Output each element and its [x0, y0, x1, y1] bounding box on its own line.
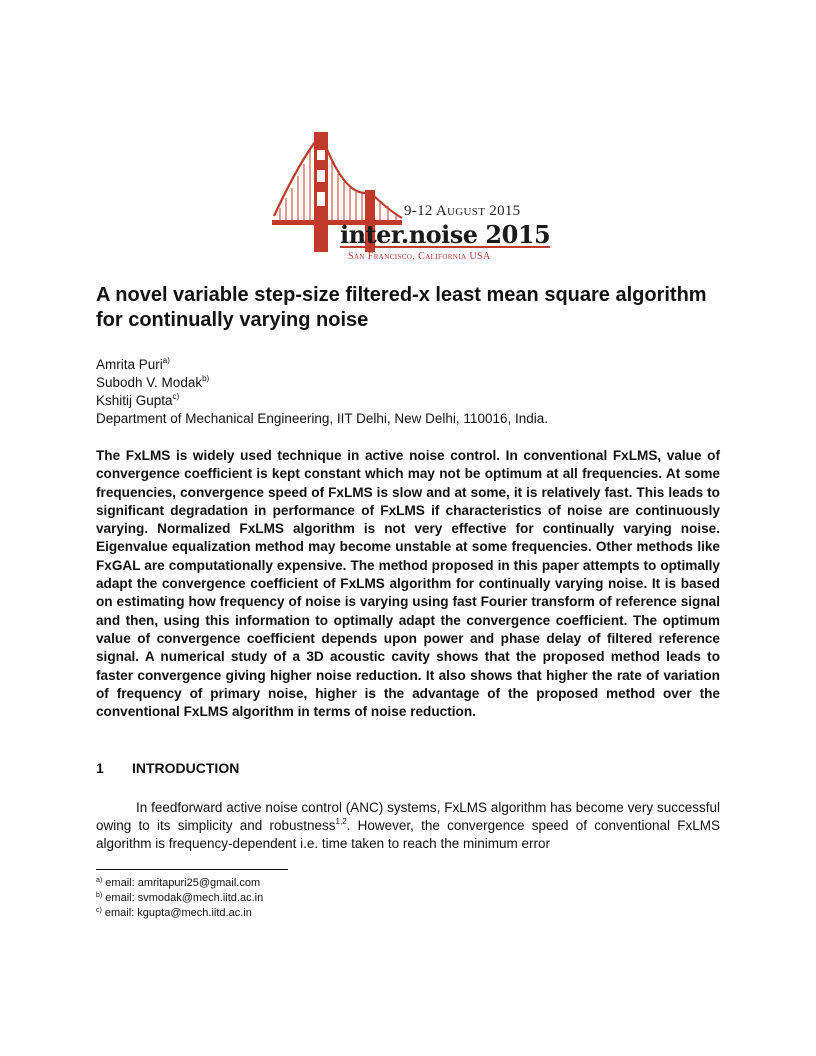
author-3 [96, 392, 548, 410]
author-1 [96, 356, 548, 374]
author-block [96, 356, 548, 428]
intro-text-start: In feedforward active noise control (ANC) systems, FxLMS algorithm has become very successful owing to its simplicity and robustness [96, 800, 720, 833]
section-title: INTRODUCTION [132, 760, 240, 776]
author-mark: b) [202, 374, 210, 383]
author-name: Subodh V. Modak [96, 375, 203, 390]
section-heading [96, 760, 239, 776]
footnote-mark: c) [96, 907, 102, 914]
footnote-b [96, 891, 263, 906]
footnote-text: email: amritapuri25@gmail.com [105, 877, 261, 889]
author-mark: a) [162, 356, 170, 365]
footnote-a [96, 876, 263, 891]
footnote-text: email: kgupta@mech.iitd.ac.in [104, 907, 252, 919]
author-name: Amrita Puri [96, 357, 163, 372]
intro-paragraph [96, 799, 720, 853]
footnote-text: email: svmodak@mech.iitd.ac.in [105, 892, 264, 904]
author-2 [96, 374, 548, 392]
author-mark: c) [172, 392, 180, 401]
intro-text-end: . However, the convergence speed of conventional FxLMS algorithm is frequency-dependent i.e. time taken to reach the minimum error [96, 818, 720, 851]
footnote-mark: b) [96, 892, 103, 899]
footnotes [96, 876, 263, 921]
section-number: 1 [96, 760, 104, 776]
citation: 1,2 [335, 817, 347, 826]
conference-dates: 9-12 August 2015 [404, 203, 521, 219]
conference-logo [270, 120, 560, 270]
footnote-divider [96, 869, 288, 870]
footnote-c [96, 906, 263, 921]
abstract: The FxLMS is widely used technique in active noise control. In conventional FxLMS, value of convergence coefficient is kept constant which may not be optimum at all frequencies. At some frequencies, convergence speed of FxLMS is slow and at some, it is relatively fast. This leads to significant degradation in performance of FxLMS if characteristics of noise are continuously varying. Normalized FxLMS algorithm is not very effective for continually varying noise. Eigenvalue equalization method may become unstable at some frequencies. Other methods like FxGAL are computationally expensive. The method proposed in this paper attempts to optimally adapt the convergence coefficient of FxLMS algorithm for continually varying noise. It is based on estimating how frequency of noise is varying using fast Fourier transform of reference signal and then, using this information to optimally adapt the convergence coefficient. The optimum value of convergence coefficient depends upon power and phase delay of filtered reference signal. A numerical study of a 3D acoustic cavity shows that the proposed method leads to faster convergence giving higher noise reduction. It also shows that higher the rate of variation of frequency of primary noise, higher is the advantage of the proposed method over the conventional FxLMS algorithm in terms of noise reduction. [96, 448, 720, 720]
affiliation: Department of Mechanical Engineering, IIT Delhi, New Delhi, 110016, India. [96, 411, 548, 426]
footnote-mark: a) [96, 877, 103, 884]
paper-title: A novel variable step-size filtered-x least mean square algorithm for continually varying noise [96, 284, 707, 331]
conference-name: inter.noise 2015 [340, 220, 551, 249]
conference-location: San Francisco, California USA [348, 251, 491, 262]
author-name: Kshitij Gupta [96, 393, 173, 408]
